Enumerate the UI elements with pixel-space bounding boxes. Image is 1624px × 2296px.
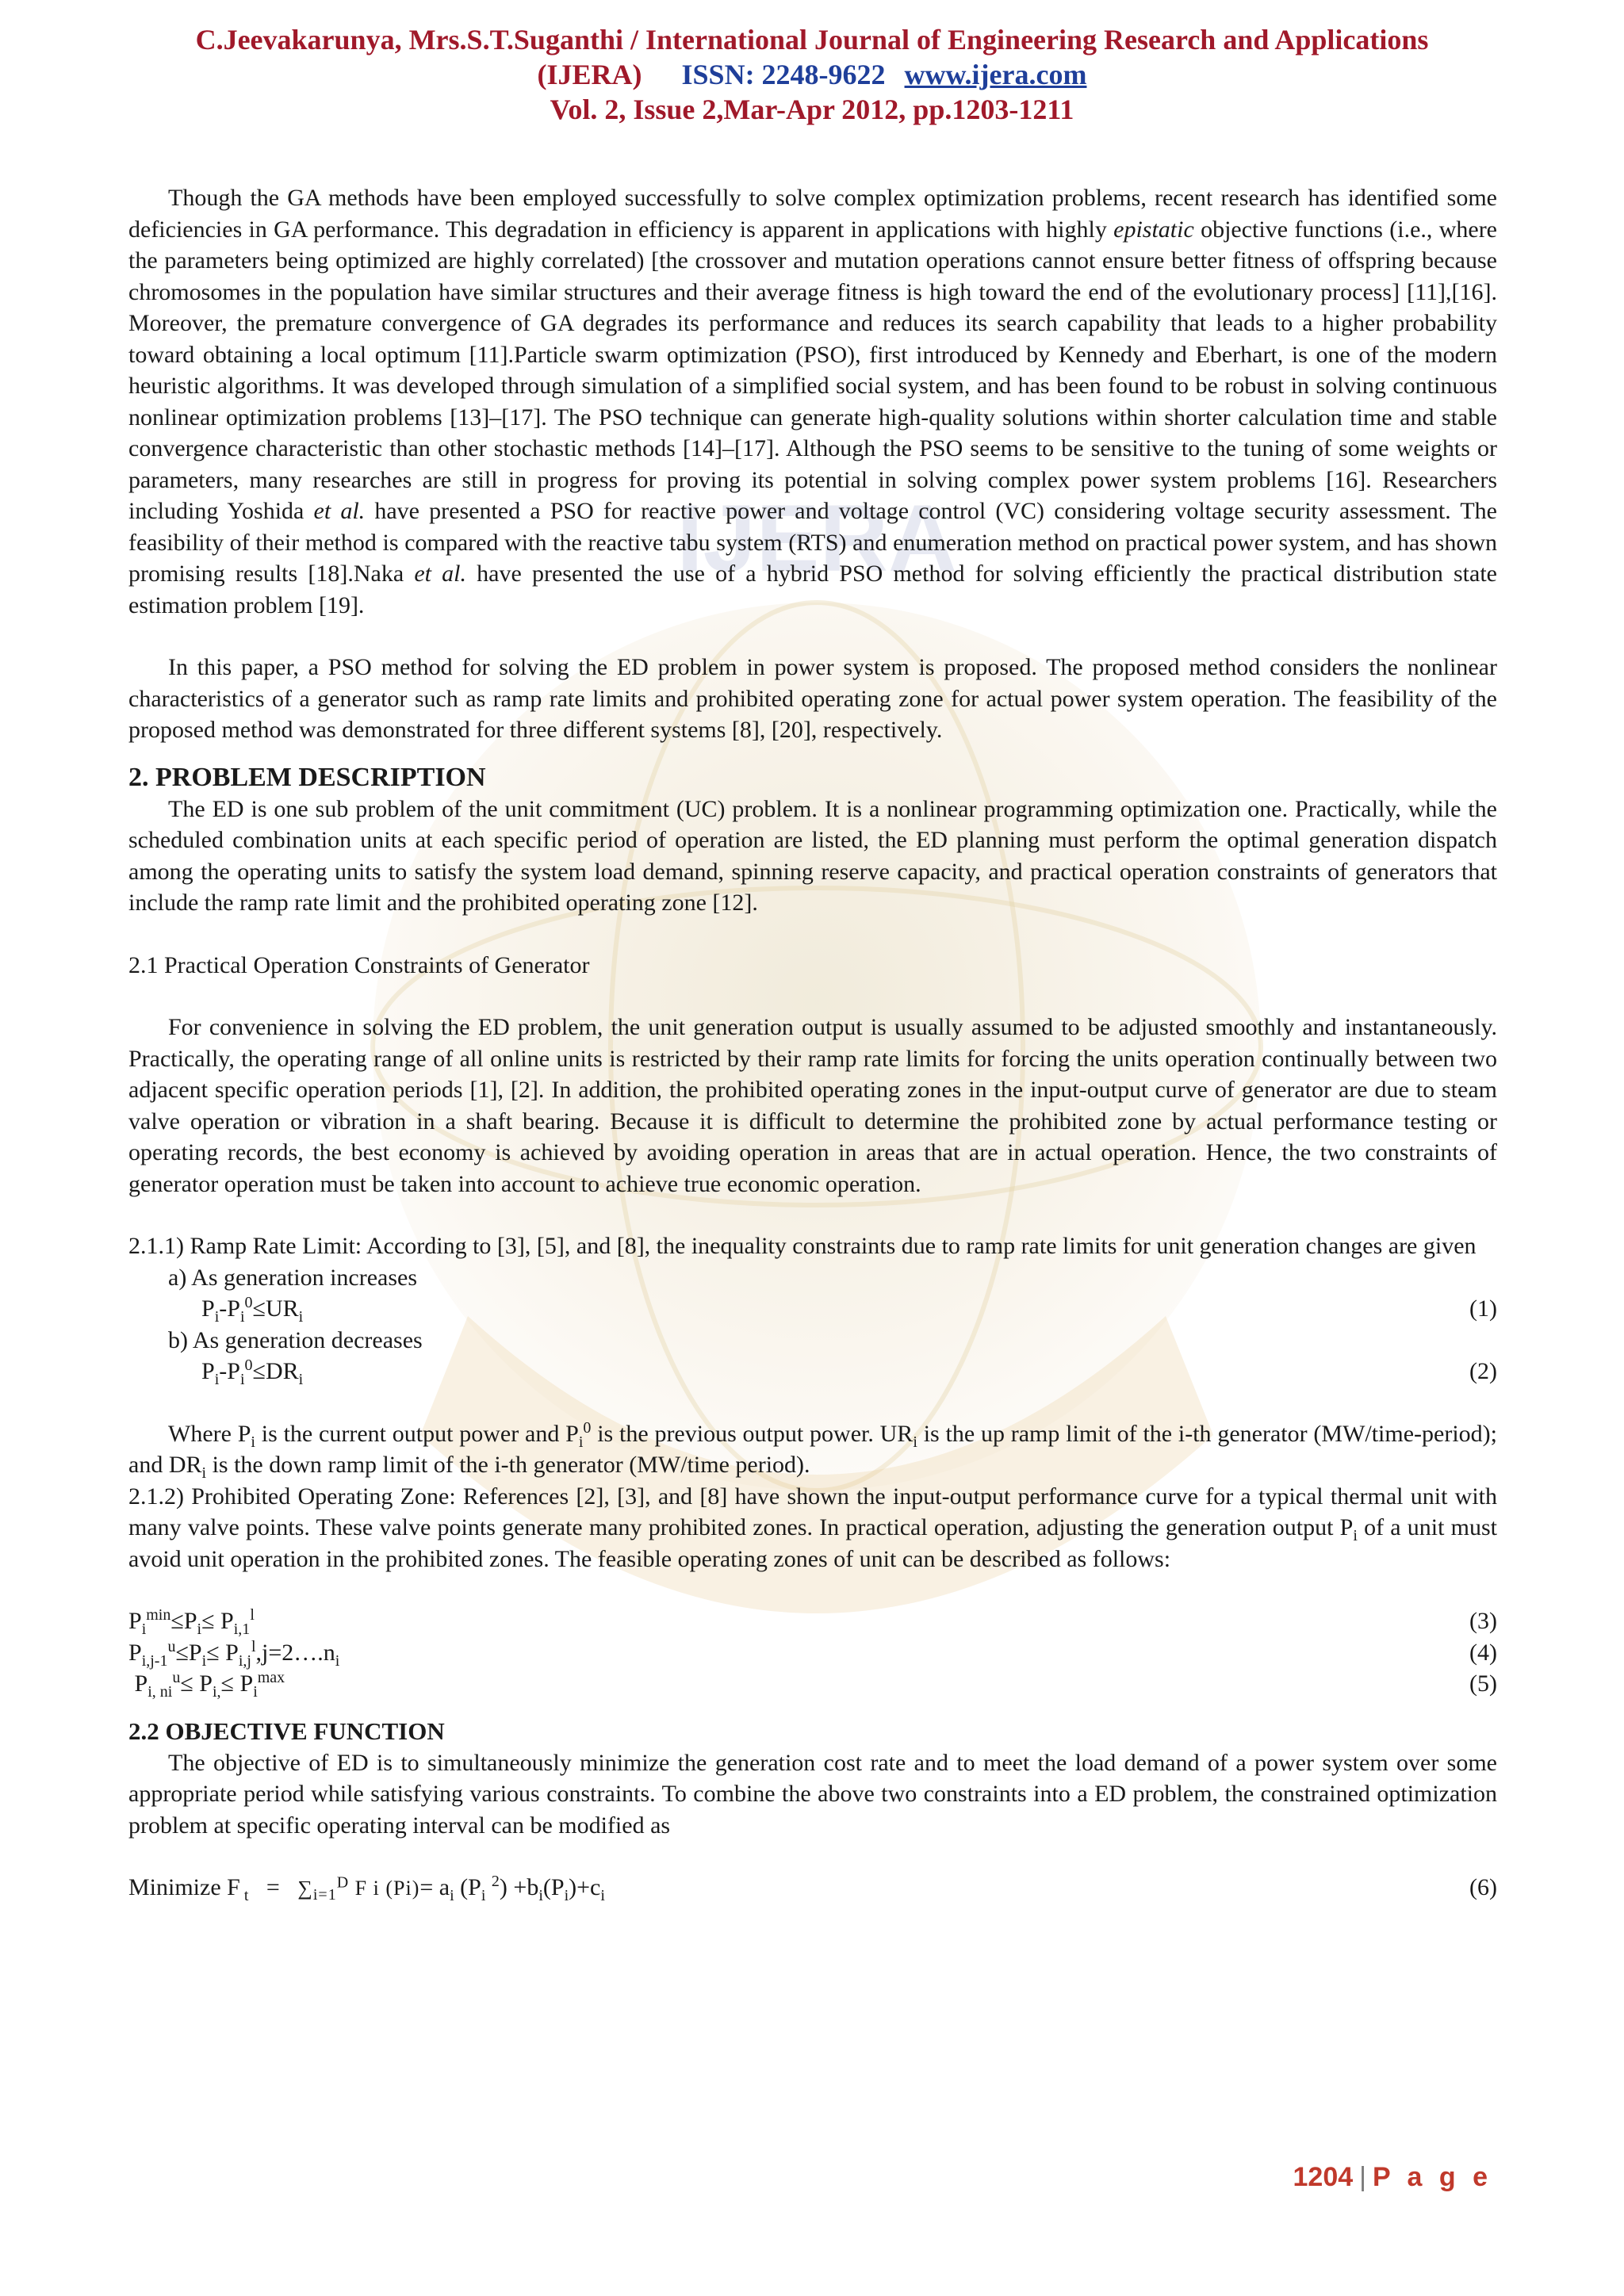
- text-run: 2.1.2) Prohibited Operating Zone: References [2], [3], and [8] have shown the input-output performance curve for a typical thermal unit with many valve points. These valve points generate many prohibited zones. In practical operation, adjusting the generation output P: [128, 1483, 1497, 1540]
- equation-6-number: (6): [1469, 1874, 1497, 1900]
- page-body: [128, 182, 1497, 1904]
- equation-5-body: $P_{i, ni}^u\le P_{i,}\le P_i^{max}$: [128, 1669, 285, 1701]
- header-authors-journal: C.Jeevakarunya, Mrs.S.T.Suganthi / International Journal of Engineering Research and Applications: [195, 24, 1429, 55]
- paragraph-proposed-method: In this paper, a PSO method for solving the ED problem in power system is proposed. The proposed method considers the nonlinear characteristics of a generator such as ramp rate limits and prohibited operating zone for actual power system operation. The feasibility of the proposed method was demonstrated for three different systems [8], [20], respectively.: [128, 654, 1497, 743]
- paragraph-problem-description: The ED is one sub problem of the unit commitment (UC) problem. It is a nonlinear programming optimization one. Practically, while the scheduled combination units at each specific period of operation are listed, the ED planning must perform the optimal generation dispatch among the operating units to satisfy the system load demand, spinning reserve capacity, and practical operation constraints of generators that include the ramp rate limit and the prohibited operating zone [12].: [128, 795, 1497, 916]
- paragraph-ramp-rate-intro: 2.1.1) Ramp Rate Limit: According to [3], [5], and [8], the inequality constraints due to ramp rate limits for unit generation changes are given: [128, 1233, 1477, 1259]
- equation-4-body: $P_{i,j-1}^u\le P_i\le$ $P_{i,j}^l,j=2\dots.n_i$: [128, 1637, 340, 1670]
- paragraph-prohibited-zone: 2.1.2) Prohibited Operating Zone: References [2], [3], and [8] have shown the input-output performance curve for a typical thermal unit with many valve points. These valve points generate many prohibited zones. In practical operation, adjusting the generation output $P_i$ of a unit must avoid unit operation in the prohibited zones. The feasible operating zones of unit can be described as follows:: [128, 1483, 1498, 1572]
- section-heading-objective-function: 2.2 OBJECTIVE FUNCTION: [128, 1716, 445, 1745]
- page-footer: 1204 | P a g e: [1293, 2162, 1492, 2192]
- equation-2-body: $P_i-P_i^0\le DR_i$: [201, 1357, 304, 1388]
- equation-1: [128, 1293, 1497, 1325]
- text-run: is the current output power and P: [255, 1420, 579, 1447]
- text-italic: epistatic: [1113, 216, 1194, 243]
- equation-3: [128, 1605, 1497, 1637]
- header-issn: ISSN: 2248-9622: [681, 59, 886, 90]
- header-volume: Vol. 2, Issue 2,Mar-Apr 2012, pp.1203-1211: [550, 94, 1074, 125]
- journal-header: [0, 22, 1624, 127]
- equation-6-label: Minimize F: [128, 1874, 240, 1900]
- equation-5: [128, 1668, 1497, 1700]
- text-run: is the previous output power. UR: [591, 1420, 914, 1447]
- text-run: objective functions (i.e., where the parameters being optimized are highly correlated) [the crossover and mutation operations cannot ensure better fitness of offspring because chromosomes in the population have similar structures and their average fitness is high toward the end of the evolutionary process] [11],[16]. Moreover, the premature convergence of GA degrades its performance and reduces its search capability that leads to a higher probability toward obtaining a local optimum [11].Particle swarm optimization (PSO), first introduced by Kennedy and Eberhart, is one of the modern heuristic algorithms. It was developed through simulation of a simplified social system, and has been found to be robust in solving continuous nonlinear optimization problems [13]–[17]. The PSO technique can generate high-quality solutions within shorter calculation time and stable convergence characteristic than other stochastic methods [14]–[17]. Although the PSO seems to be sensitive to the tuning of some weights or parameters, many researches are still in progress for proving its potential in solving complex power system problems [16]. Researchers including Yoshida: [128, 216, 1498, 524]
- paragraph-objective-function: The objective of ED is to simultaneously minimize the generation cost rate and to meet the load demand of a power system over some appropriate period while satisfying various constraints. To combine the above two constraints into a ED problem, the constrained optimization problem at specific operating interval can be modified as: [128, 1749, 1497, 1839]
- equation-1-number: (1): [1469, 1295, 1497, 1322]
- text-run: Though the GA methods have been employed successfully to solve complex optimization problems, recent research has identified some deficiencies in GA performance. This degradation in efficiency is apparent in applications with highly: [128, 185, 1497, 243]
- equation-6: [128, 1872, 1497, 1904]
- section-heading-problem-description: 2. PROBLEM DESCRIPTION: [128, 762, 486, 792]
- text-run: is the up ramp limit of the i-th generator (MW/time-period); and DR: [128, 1420, 1498, 1478]
- header-issn-line: [0, 57, 1624, 92]
- equation-2-number: (2): [1469, 1358, 1497, 1384]
- equation-5-number: (5): [1469, 1670, 1497, 1697]
- equation-4-number: (4): [1469, 1639, 1497, 1666]
- page-number: 1204: [1293, 2162, 1354, 2192]
- paragraph-constraints: For convenience in solving the ED problem, the unit generation output is usually assumed to be adjusted smoothly and instantaneously. Practically, the operating range of all online units is restricted by their ramp rate limits for forcing the units operation continually between two adjacent specific operation periods [1], [2]. In addition, the prohibited operating zones in the input-output curve of generator are due to steam valve operation or vibration in a shaft bearing. Because it is difficult to determine the prohibited zone by actual performance testing or operating records, the best economy is achieved by avoiding operation in areas that are in actual operation. Hence, the two constraints of generator operation must be taken into account to achieve true economic operation.: [128, 1014, 1497, 1197]
- text-italic: et al.: [414, 561, 466, 587]
- paragraph-ramp-definitions: Where $P_i$ is the current output power and $P_i^0$ is the previous output power. $UR_i$ is the up ramp limit of the i-th generator (MW/time-period); and $DR_i$ is the down ramp limit of the i-th generator (MW/time period).: [128, 1418, 1498, 1482]
- equation-4: [128, 1637, 1497, 1669]
- case-b-label: b) As generation decreases: [168, 1326, 423, 1353]
- text-run: Where P: [168, 1420, 251, 1447]
- header-ijera: (IJERA): [537, 59, 642, 90]
- text-run: have presented the use of a hybrid PSO method for solving efficiently the practical distribution state estimation problem [19].: [128, 561, 1497, 618]
- equation-6-body: Minimize F $_t = \sum_{i=1}^D$ F i $(Pi)= a_i$ ($P_i$ $^2) +b_i(P_i)+c_i$: [128, 1873, 605, 1904]
- text-run: have presented a PSO for reactive power and voltage control (VC) considering voltage security assessment. The feasibility of their method is compared with the reactive tabu system (RTS) and enumeration method on practical power system, and has shown promising results [18].Naka: [128, 498, 1497, 587]
- equation-3-number: (3): [1469, 1608, 1497, 1634]
- subsection-heading-constraints: 2.1 Practical Operation Constraints of Generator: [128, 951, 590, 978]
- journal-url-link[interactable]: www.ijera.com: [904, 59, 1087, 90]
- case-a-label: a) As generation increases: [168, 1264, 418, 1291]
- text-run: of a unit must avoid unit operation in the prohibited zones. The feasible operating zones of unit can be described as follows:: [128, 1514, 1498, 1572]
- paragraph-ga-pso: [128, 182, 1497, 621]
- text-italic: et al.: [313, 498, 366, 524]
- watermark-text: IJERA: [676, 485, 957, 591]
- equation-3-body: $P_i^{min}\le P_i\le P_{i,1}^l$: [128, 1606, 255, 1638]
- equation-1-body: $P_i-P_i^0\le UR_i$: [201, 1294, 304, 1326]
- text-run: is the down ramp limit of the i-th generator (MW/time period).: [206, 1452, 810, 1478]
- page-label: P a g e: [1373, 2162, 1492, 2192]
- summation-expression: $\sum_{i=1}^D$ F i (Pi): [297, 1873, 420, 1904]
- equation-2: [128, 1356, 1497, 1387]
